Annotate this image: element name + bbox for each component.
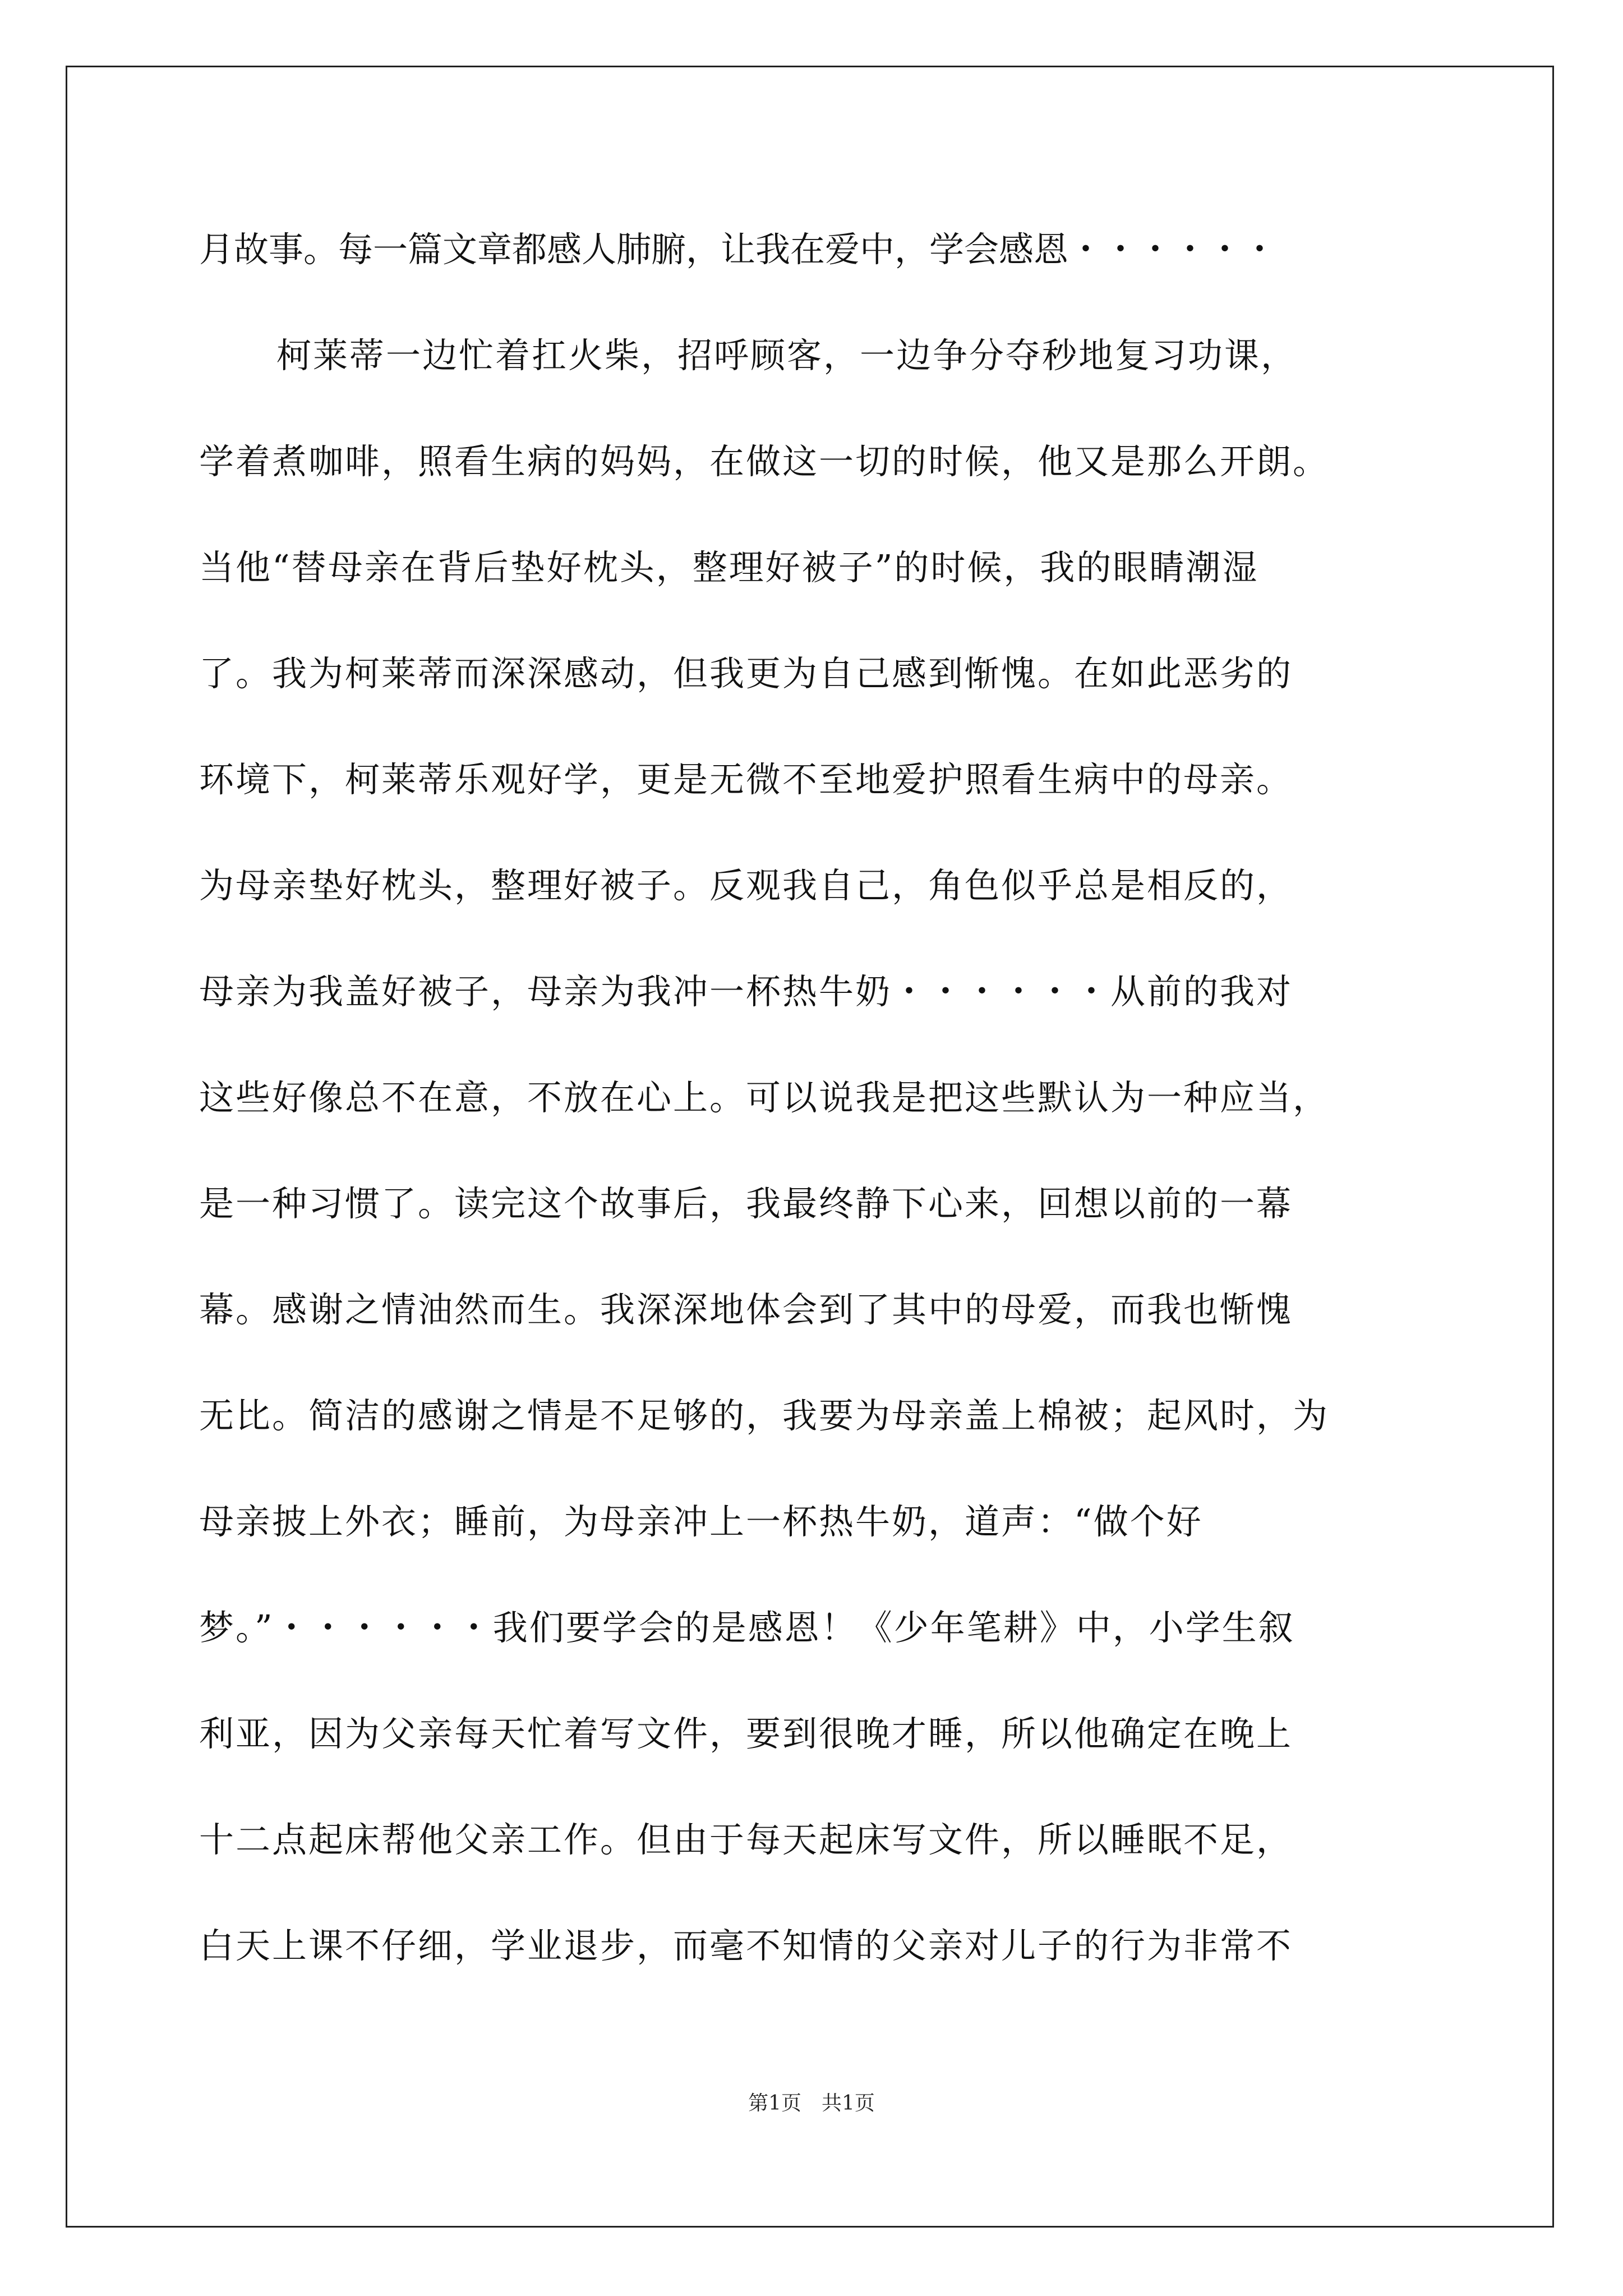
text-line: 环境下，柯莱蒂乐观好学，更是无微不至地爱护照看生病中的母亲。 (199, 759, 1293, 800)
page-number-footer: 第1页 共1页 (748, 2092, 875, 2115)
text-line: 柯莱蒂一边忙着扛火柴，招呼顾客，一边争分夺秒地复习功课， (276, 335, 1298, 376)
text-line: 母亲披上外衣；睡前，为母亲冲上一杯热牛奶，道声：“做个好 (199, 1501, 1203, 1542)
text-line: 无比。简洁的感谢之情是不足够的，我要为母亲盖上棉被；起风时，为 (199, 1395, 1330, 1436)
text-line: 利亚，因为父亲每天忙着写文件，要到很晚才睡，所以他确定在晚上 (199, 1713, 1293, 1754)
text-line: 十二点起床帮他父亲工作。但由于每天起床写文件，所以睡眠不足， (199, 1819, 1293, 1860)
text-line: 这些好像总不在意，不放在心上。可以说我是把这些默认为一种应当， (199, 1077, 1330, 1118)
text-line: 为母亲垫好枕头，整理好被子。反观我自己，角色似乎总是相反的， (199, 865, 1293, 906)
text-line: 梦。”・・・・・・我们要学会的是感恩！《少年笔耕》中，小学生叙 (199, 1607, 1295, 1648)
text-line: 学着煮咖啡，照看生病的妈妈，在做这一切的时候，他又是那么开朗。 (199, 441, 1330, 482)
document-body (199, 222, 1433, 2024)
text-line: 是一种习惯了。读完这个故事后，我最终静下心来，回想以前的一幕 (199, 1183, 1293, 1224)
text-line: 幕。感谢之情油然而生。我深深地体会到了其中的母爱，而我也惭愧 (199, 1289, 1293, 1330)
text-line: 白天上课不仔细，学业退步，而毫不知情的父亲对儿子的行为非常不 (199, 1925, 1293, 1966)
text-line: 了。我为柯莱蒂而深深感动，但我更为自己感到惭愧。在如此恶劣的 (199, 653, 1293, 694)
text-line: 月故事。每一篇文章都感人肺腑，让我在爱中，学会感恩・・・・・・ (199, 229, 1278, 270)
text-line: 当他“替母亲在背后垫好枕头，整理好被子”的时候，我的眼睛潮湿 (199, 547, 1259, 588)
text-line: 母亲为我盖好被子，母亲为我冲一杯热牛奶・・・・・・从前的我对 (199, 971, 1293, 1012)
